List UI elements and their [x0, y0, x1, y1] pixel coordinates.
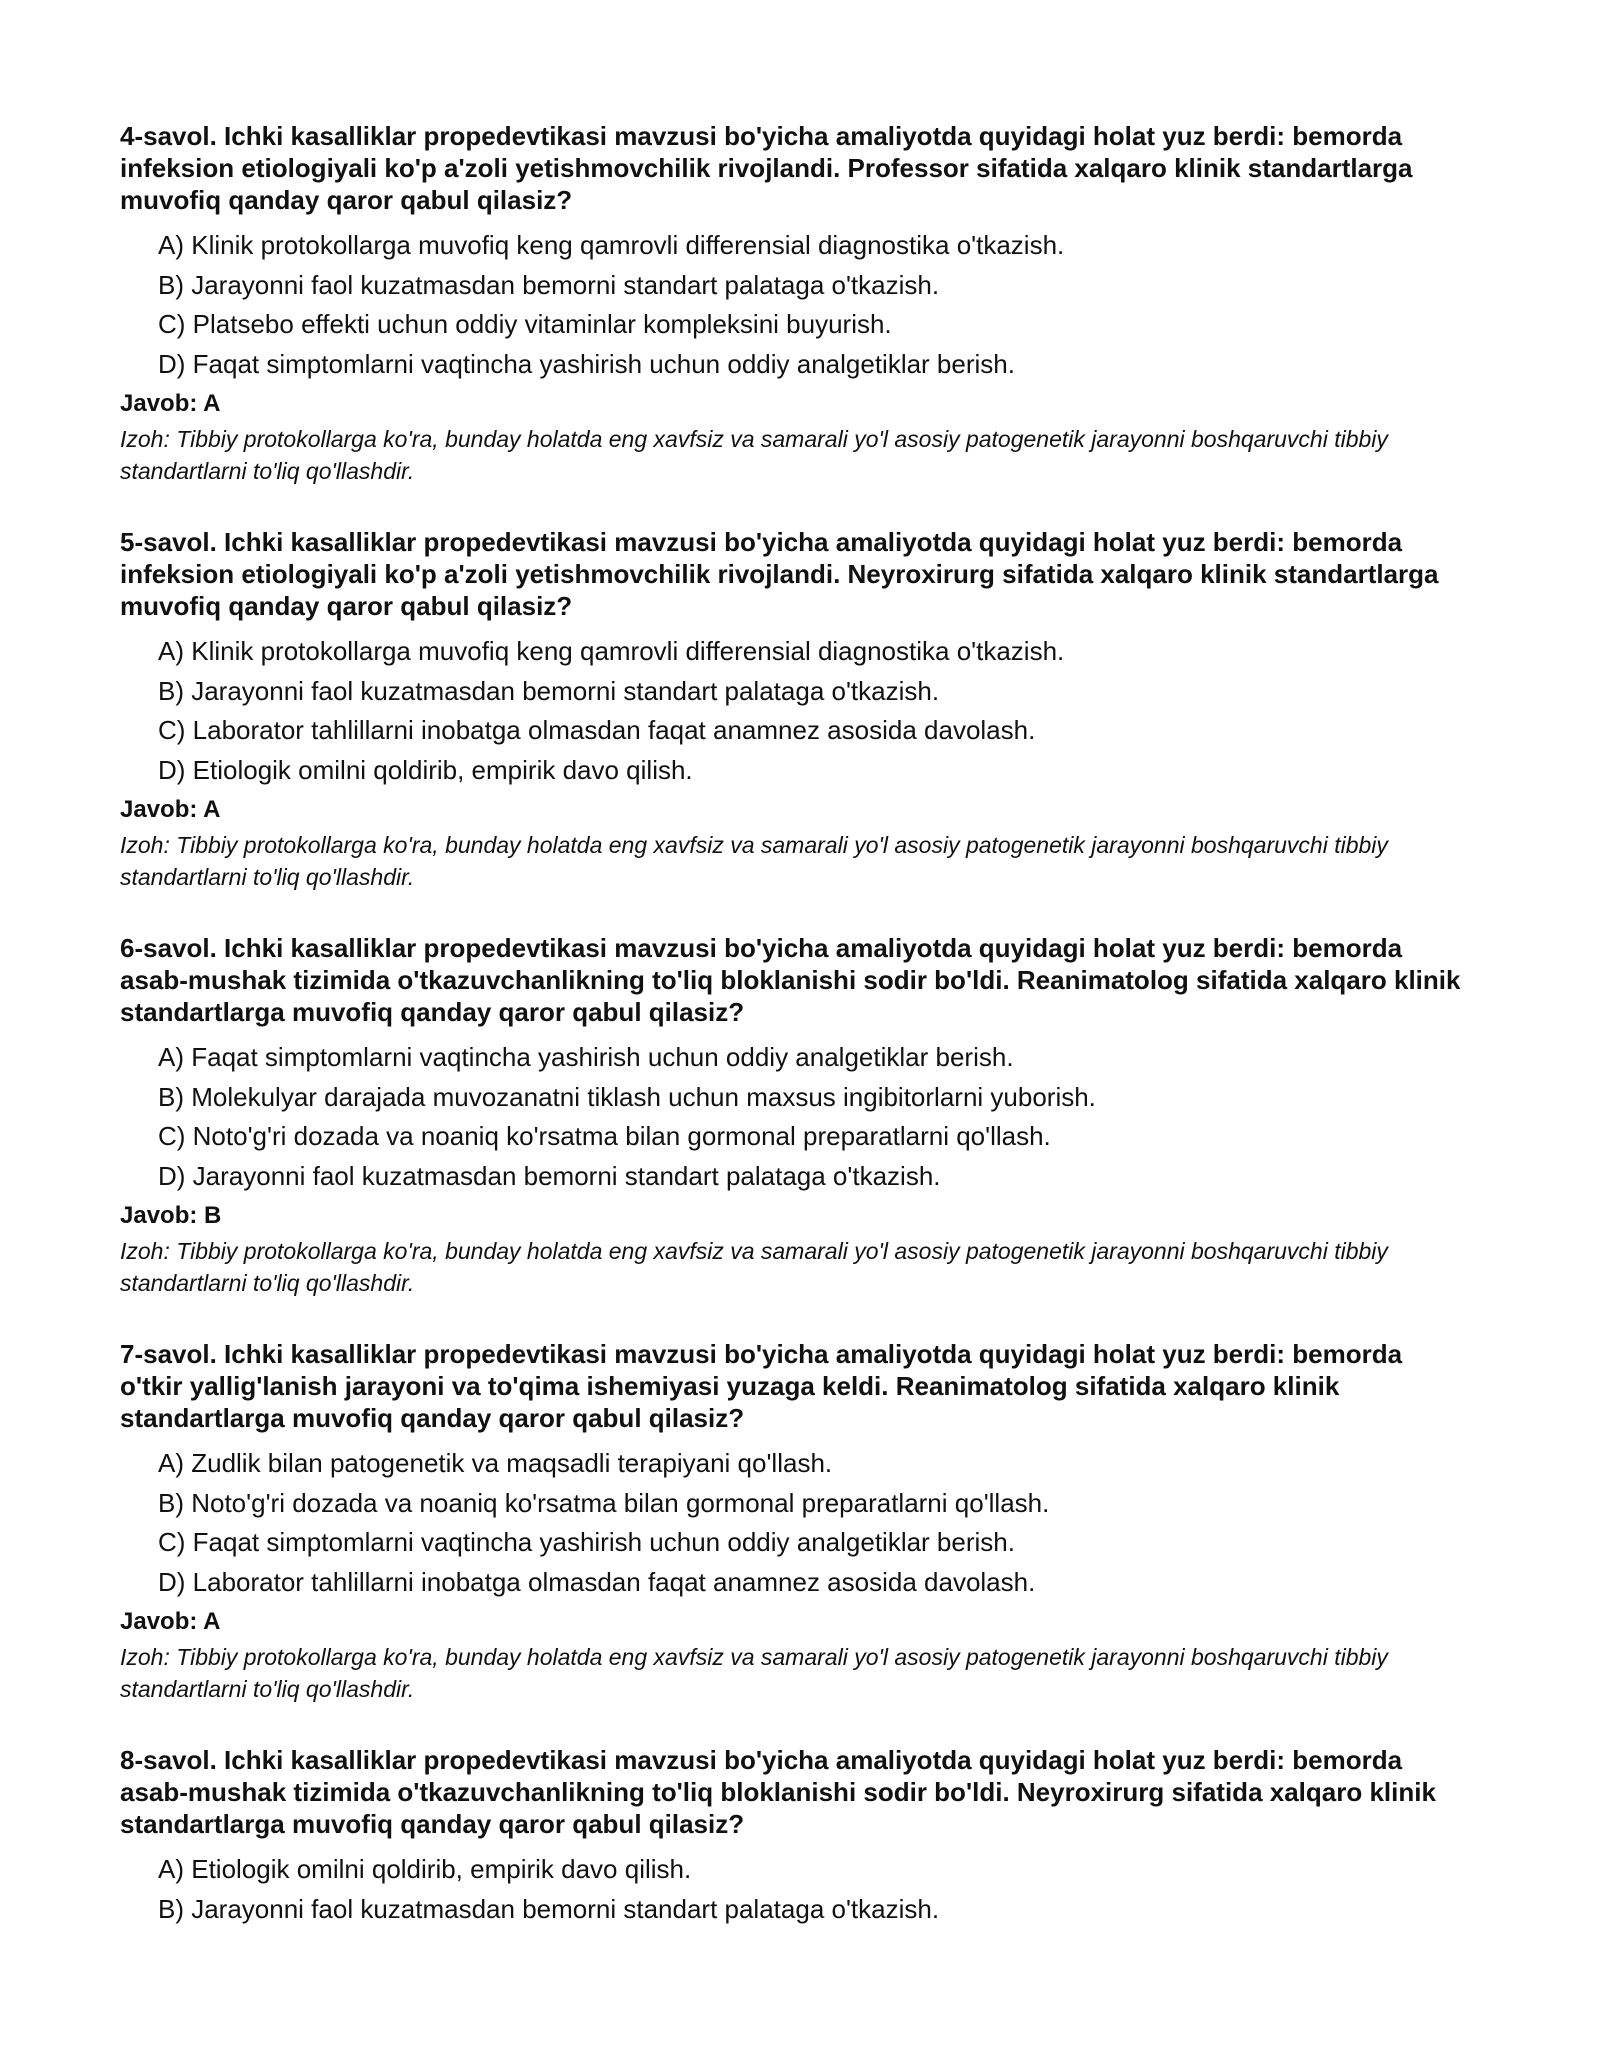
answer-option: A) Klinik protokollarga muvofiq keng qamrovli differensial diagnostika o'tkazish. — [158, 230, 1065, 260]
question-block — [120, 526, 1465, 893]
question-text: 7-savol. Ichki kasalliklar propedevtikasi mavzusi bo'yicha amaliyotda quyidagi holat yuz berdi: bemorda o'tkir yallig'lanish jarayoni va to'qima ishemiyasi yuzaga keldi. Reanimatolog sifatida xalqaro klinik standartlarga muvofiq qanday qaror qabul qilasiz? — [120, 1339, 1403, 1433]
question-block — [120, 120, 1465, 487]
answer-option: C) Laborator tahlillarni inobatga olmasdan faqat anamnez asosida davolash. — [158, 715, 1036, 745]
explanation-note: Izoh: Tibbiy protokollarga ko'ra, bunday holatda eng xavfsiz va samarali yo'l asosiy patogenetik jarayonni boshqaruvchi tibbiy standartlarni to'liq qo'llashdir. — [120, 426, 1388, 484]
answer-option: A) Etiologik omilni qoldirib, empirik davo qilish. — [158, 1854, 692, 1884]
answer-option: D) Faqat simptomlarni vaqtincha yashirish uchun oddiy analgetiklar berish. — [158, 348, 1015, 379]
answer-option: C) Platsebo effekti uchun oddiy vitaminlar kompleksini buyurish. — [158, 309, 892, 339]
question-block — [120, 1338, 1465, 1705]
question-block — [120, 1744, 1465, 1929]
answer-option: A) Faqat simptomlarni vaqtincha yashirish uchun oddiy analgetiklar berish. — [158, 1042, 1014, 1072]
answer-option: D) Etiologik omilni qoldirib, empirik davo qilish. — [158, 754, 693, 785]
question-block — [120, 932, 1465, 1299]
question-text: 4-savol. Ichki kasalliklar propedevtikasi mavzusi bo'yicha amaliyotda quyidagi holat yuz berdi: bemorda infeksion etiologiyali ko'p a'zoli yetishmovchilik rivojlandi. Professor sifatida xalqaro klinik standartlarga muvofiq qanday qaror qabul qilasiz? — [120, 121, 1413, 215]
answer-option: C) Faqat simptomlarni vaqtincha yashirish uchun oddiy analgetiklar berish. — [158, 1527, 1015, 1557]
correct-answer: Javob: A — [120, 796, 221, 823]
correct-answer: Javob: B — [120, 1202, 222, 1229]
question-text: 5-savol. Ichki kasalliklar propedevtikasi mavzusi bo'yicha amaliyotda quyidagi holat yuz berdi: bemorda infeksion etiologiyali ko'p a'zoli yetishmovchilik rivojlandi. Neyroxirurg sifatida xalqaro klinik standartlarga muvofiq qanday qaror qabul qilasiz? — [120, 527, 1439, 621]
question-text: 6-savol. Ichki kasalliklar propedevtikasi mavzusi bo'yicha amaliyotda quyidagi holat yuz berdi: bemorda asab-mushak tizimida o'tkazuvchanlikning to'liq bloklanishi sodir bo'ldi. Reanimatolog sifatida xalqaro klinik standartlarga muvofiq qanday qaror qabul qilasiz? — [120, 933, 1461, 1027]
document-page — [120, 120, 1465, 1968]
answer-option: D) Laborator tahlillarni inobatga olmasdan faqat anamnez asosida davolash. — [158, 1566, 1036, 1597]
answer-option: B) Jarayonni faol kuzatmasdan bemorni standart palataga o'tkazish. — [158, 1893, 940, 1924]
correct-answer: Javob: A — [120, 1608, 221, 1635]
answer-option: B) Noto'g'ri dozada va noaniq ko'rsatma bilan gormonal preparatlarni qo'llash. — [158, 1487, 1050, 1518]
answer-option: A) Zudlik bilan patogenetik va maqsadli terapiyani qo'llash. — [158, 1448, 833, 1478]
answer-option: D) Jarayonni faol kuzatmasdan bemorni standart palataga o'tkazish. — [158, 1160, 941, 1191]
answer-option: B) Jarayonni faol kuzatmasdan bemorni standart palataga o'tkazish. — [158, 675, 940, 706]
answer-option: B) Molekulyar darajada muvozanatni tiklash uchun maxsus ingibitorlarni yuborish. — [158, 1081, 1096, 1112]
answer-option: A) Klinik protokollarga muvofiq keng qamrovli differensial diagnostika o'tkazish. — [158, 636, 1065, 666]
explanation-note: Izoh: Tibbiy protokollarga ko'ra, bunday holatda eng xavfsiz va samarali yo'l asosiy patogenetik jarayonni boshqaruvchi tibbiy standartlarni to'liq qo'llashdir. — [120, 832, 1388, 890]
explanation-note: Izoh: Tibbiy protokollarga ko'ra, bunday holatda eng xavfsiz va samarali yo'l asosiy patogenetik jarayonni boshqaruvchi tibbiy standartlarni to'liq qo'llashdir. — [120, 1644, 1388, 1702]
question-text: 8-savol. Ichki kasalliklar propedevtikasi mavzusi bo'yicha amaliyotda quyidagi holat yuz berdi: bemorda asab-mushak tizimida o'tkazuvchanlikning to'liq bloklanishi sodir bo'ldi. Neyroxirurg sifatida xalqaro klinik standartlarga muvofiq qanday qaror qabul qilasiz? — [120, 1745, 1436, 1839]
answer-option: B) Jarayonni faol kuzatmasdan bemorni standart palataga o'tkazish. — [158, 269, 940, 300]
correct-answer: Javob: A — [120, 390, 221, 417]
explanation-note: Izoh: Tibbiy protokollarga ko'ra, bunday holatda eng xavfsiz va samarali yo'l asosiy patogenetik jarayonni boshqaruvchi tibbiy standartlarni to'liq qo'llashdir. — [120, 1238, 1388, 1296]
answer-option: C) Noto'g'ri dozada va noaniq ko'rsatma bilan gormonal preparatlarni qo'llash. — [158, 1121, 1051, 1151]
